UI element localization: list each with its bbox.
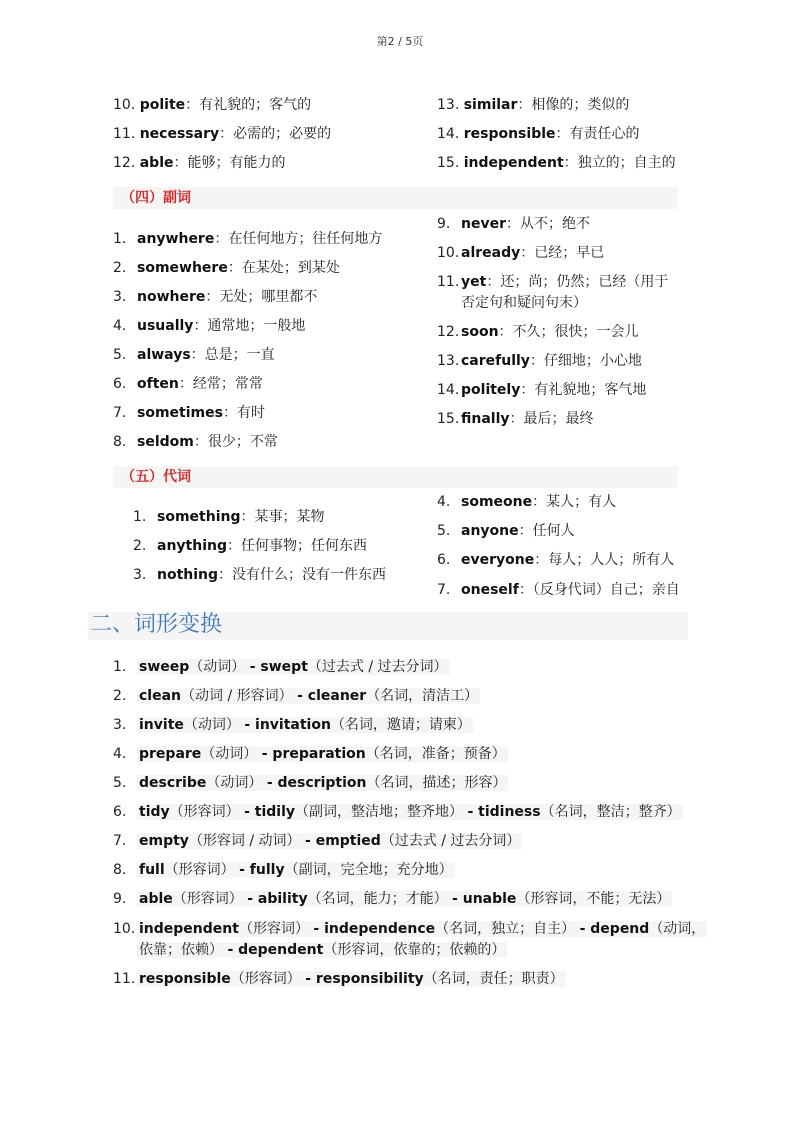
- list-item: 7. oneself：（反身代词）自己；亲自: [437, 582, 680, 598]
- list-item: 5. describe（动词） - description（名词，描述；形容）: [113, 775, 507, 791]
- list-item: 1. sweep（动词） - swept（过去式 / 过去分词）: [113, 659, 448, 675]
- list-item: 15. independent：独立的；自主的: [437, 155, 676, 171]
- list-item-continuation: 依靠；依赖） - dependent（形容词，依靠的；依赖的）: [139, 942, 506, 958]
- list-item: 9. able（形容词） - ability（名词，能力；才能） - unable（形容词，不能；无法）: [113, 891, 671, 907]
- list-item: 9. never：从不；绝不: [437, 216, 590, 232]
- list-item: 3. nothing：没有什么；没有一件东西: [133, 567, 387, 583]
- list-item: 2. anything：任何事物；任何东西: [133, 538, 367, 554]
- list-item: 6. often：经常；常常: [113, 376, 263, 392]
- list-item: 12. able：能够；有能力的: [113, 155, 286, 171]
- list-item: 10. already：已经；早已: [437, 245, 605, 261]
- list-item: 1. anywhere：在任何地方；往任何地方: [113, 231, 383, 247]
- list-item: 2. clean（动词 / 形容词） - cleaner（名词，清洁工）: [113, 688, 479, 704]
- list-item: 6. everyone：每人；人人；所有人: [437, 552, 675, 568]
- list-item: 11. responsible（形容词） - responsibility（名词，责任；职责）: [113, 971, 564, 987]
- list-item: 1. something：某事；某物: [133, 509, 325, 525]
- list-item: 6. tidy（形容词） - tidily（副词，整洁地；整齐地） - tidiness（名词，整洁；整齐）: [113, 804, 681, 820]
- list-item: 13. similar：相像的；类似的: [437, 97, 630, 113]
- list-item: 12. soon：不久；很快；一会儿: [437, 324, 639, 340]
- section-title-adverbs: （四）副词: [121, 190, 191, 206]
- list-item: 5. anyone：任何人: [437, 523, 575, 539]
- list-item: 14. politely：有礼貌地；客气地: [437, 382, 647, 398]
- list-item: 7. empty（形容词 / 动词） - emptied（过去式 / 过去分词）: [113, 833, 521, 849]
- list-item: 4. prepare（动词） - preparation（名词，准备；预备）: [113, 746, 506, 762]
- list-item: 11. yet：还；尚；仍然；已经（用于: [437, 274, 669, 290]
- list-item: 4. someone：某人；有人: [437, 494, 617, 510]
- list-item-continuation: 否定句和疑问句末）: [461, 295, 587, 311]
- list-item: 10. independent（形容词） - independence（名词，独立；自主） - depend（动词，: [113, 921, 706, 937]
- list-item: 3. invite（动词） - invitation（名词，邀请；请柬）: [113, 717, 471, 733]
- list-item: 7. sometimes：有时: [113, 405, 265, 421]
- section-band: [113, 466, 678, 488]
- list-item: 2. somewhere：在某处；到某处: [113, 260, 340, 276]
- page-number: 第2 / 5页: [376, 35, 424, 48]
- list-item: 8. full（形容词） - fully（副词，完全地；充分地）: [113, 862, 453, 878]
- list-item: 14. responsible：有责任心的: [437, 126, 640, 142]
- list-item: 4. usually：通常地；一般地: [113, 318, 306, 334]
- section-band: [113, 187, 678, 209]
- list-item: 5. always：总是；一直: [113, 347, 275, 363]
- list-item: 3. nowhere：无处；哪里都不: [113, 289, 318, 305]
- list-item: 13. carefully：仔细地；小心地: [437, 353, 642, 369]
- list-item: 15. finally：最后；最终: [437, 411, 594, 427]
- section-title-pronouns: （五）代词: [121, 469, 191, 485]
- list-item: 11. necessary：必需的；必要的: [113, 126, 332, 142]
- heading-word-forms: 二、词形变换: [90, 612, 223, 637]
- list-item: 10. polite：有礼貌的；客气的: [113, 97, 312, 113]
- list-item: 8. seldom：很少；不常: [113, 434, 278, 450]
